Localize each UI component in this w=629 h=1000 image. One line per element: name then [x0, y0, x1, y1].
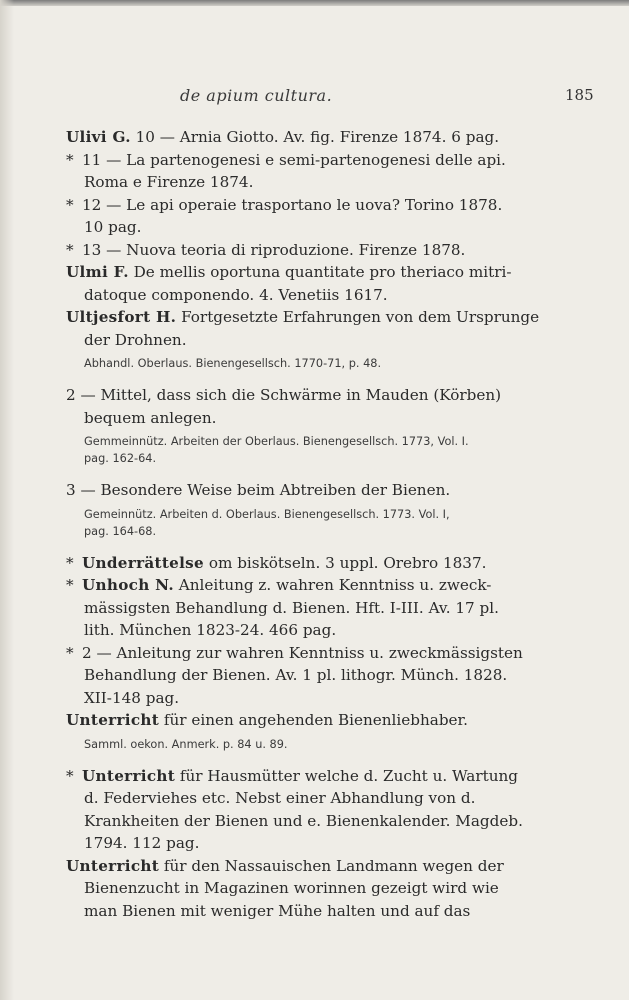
entry-source-note	[66, 355, 586, 372]
entry-text: De mellis oportuna quantitate pro theriaco mitri-	[128, 263, 512, 281]
entry-text: om biskötseln. 3 uppl. Orebro 1837.	[204, 553, 487, 572]
entry-line	[66, 574, 586, 597]
bibliography-entry	[66, 126, 586, 149]
entry-line	[66, 709, 586, 732]
entry-text: lith. München 1823-24. 466 pag.	[84, 621, 337, 639]
entry-text: datoque componendo. 4. Venetiis 1617.	[84, 285, 388, 304]
entry-line	[66, 855, 586, 878]
bibliography-entry	[66, 765, 586, 855]
entry-line	[66, 664, 586, 687]
entry-line	[66, 194, 586, 217]
running-title: de apium cultura.	[180, 86, 333, 105]
asterisk-mark: *	[66, 553, 74, 572]
asterisk-mark: *	[66, 240, 74, 259]
entry-line	[66, 261, 586, 284]
entry-line	[66, 687, 586, 710]
entry-text: mässigsten Behandlung d. Bienen. Hft. I-III. Av. 17 pl.	[84, 598, 499, 617]
entry-heading: Unterricht	[66, 711, 160, 729]
bibliography-entry	[66, 239, 586, 262]
asterisk-mark: *	[66, 766, 74, 785]
entry-line	[66, 552, 586, 575]
bibliography-entry	[66, 194, 586, 239]
asterisk-mark: *	[66, 643, 74, 662]
entry-line	[66, 810, 586, 833]
entry-line	[66, 877, 586, 900]
entry-line	[66, 407, 586, 430]
bibliography-entry	[66, 552, 586, 575]
bibliography-entry	[66, 306, 586, 351]
entry-heading: Ultjesfort H.	[66, 308, 177, 326]
entry-line	[66, 384, 586, 407]
entry-text: man Bienen mit weniger Mühe halten und auf das	[84, 901, 471, 920]
entry-line	[66, 765, 586, 788]
entry-text: 3 — Besondere Weise beim Abtreiben der Bienen.	[66, 481, 451, 499]
entry-text: XII-148 pag.	[84, 688, 180, 707]
entry-line	[66, 479, 586, 502]
entry-text: Behandlung der Bienen. Av. 1 pl. lithogr. Münch. 1828.	[84, 666, 508, 684]
source-line: pag. 164-68.	[84, 524, 157, 538]
entry-heading: Unterricht	[66, 856, 160, 875]
page-top-edge	[0, 0, 629, 6]
entry-text: Roma e Firenze 1874.	[84, 173, 254, 191]
entry-line	[66, 642, 586, 665]
bibliography-entry	[66, 574, 586, 642]
entry-line	[66, 832, 586, 855]
entry-text: 12 — Le api operaie trasportano le uova? Torino 1878.	[82, 195, 503, 214]
page-gutter-shadow	[0, 0, 14, 1000]
entry-heading: Unhoch N.	[82, 576, 174, 594]
entry-line	[66, 329, 586, 352]
source-line: Gemmeinnütz. Arbeiten der Oberlaus. Bienengesellsch. 1773, Vol. I.	[84, 435, 469, 448]
entry-line	[66, 284, 586, 307]
bibliography-entry	[66, 149, 586, 194]
entry-line	[66, 597, 586, 620]
source-line: Samml. oekon. Anmerk. p. 84 u. 89.	[84, 737, 288, 751]
entry-source-note	[66, 433, 586, 467]
entry-text: Fortgesetzte Erfahrungen von dem Ursprunge	[176, 308, 540, 326]
entry-line	[66, 239, 586, 262]
asterisk-mark: *	[66, 576, 74, 594]
bibliography-entry	[66, 855, 586, 923]
asterisk-mark: *	[66, 150, 74, 169]
source-line: Gemeinnütz. Arbeiten d. Oberlaus. Bienengesellsch. 1773. Vol. I,	[84, 507, 450, 521]
entry-text: 2 — Anleitung zur wahren Kenntniss u. zweckmässigsten	[82, 643, 523, 662]
entry-text: 1794. 112 pag.	[84, 834, 200, 852]
entry-source-note	[66, 736, 586, 753]
entry-line	[66, 787, 586, 810]
entry-line	[66, 149, 586, 172]
entry-line	[66, 619, 586, 642]
entry-heading: Ulmi F.	[66, 263, 129, 281]
bibliography-entry	[66, 384, 586, 429]
entry-text: für einen angehenden Bienenliebhaber.	[159, 711, 468, 729]
entry-line	[66, 126, 586, 149]
entry-text: Bienenzucht in Magazinen worinnen gezeigt wird wie	[84, 879, 499, 897]
entry-line	[66, 306, 586, 329]
entry-text: 10 — Arnia Giotto. Av. fig. Firenze 1874. 6 pag.	[130, 128, 500, 146]
entry-heading: Unterricht	[82, 766, 176, 785]
bibliography-entry	[66, 479, 586, 502]
entry-text: 13 — Nuova teoria di riproduzione. Firenze 1878.	[82, 240, 466, 259]
bibliography-entry	[66, 261, 586, 306]
entry-text: d. Federviehes etc. Nebst einer Abhandlung von d.	[84, 789, 476, 807]
entry-text: bequem anlegen.	[84, 408, 217, 427]
source-line: Abhandl. Oberlaus. Bienengesellsch. 1770-71, p. 48.	[84, 357, 382, 370]
page-number: 185	[565, 86, 594, 104]
entry-text: 10 pag.	[84, 218, 142, 236]
source-line: pag. 162-64.	[84, 452, 157, 465]
entry-line	[66, 171, 586, 194]
entry-text: Krankheiten der Bienen und e. Bienenkalender. Magdeb.	[84, 811, 523, 830]
entry-heading: Ulivi G.	[66, 128, 131, 146]
entry-text: 11 — La partenogenesi e semi-partenogenesi delle api.	[82, 150, 506, 169]
entry-line	[66, 216, 586, 239]
entry-line	[66, 900, 586, 923]
entry-text: für den Nassauischen Landmann wegen der	[159, 856, 504, 875]
bibliography-list	[66, 126, 586, 922]
bibliography-entry	[66, 642, 586, 710]
entry-source-note	[66, 506, 586, 540]
asterisk-mark: *	[66, 195, 74, 214]
bibliography-entry	[66, 709, 586, 732]
entry-text: der Drohnen.	[84, 330, 187, 349]
entry-text: Anleitung z. wahren Kenntniss u. zweck-	[173, 576, 492, 594]
entry-text: für Hausmütter welche d. Zucht u. Wartung	[175, 766, 519, 785]
page-header	[0, 86, 629, 110]
entry-heading: Underrättelse	[82, 553, 204, 572]
entry-text: 2 — Mittel, dass sich die Schwärme in Mauden (Körben)	[66, 386, 502, 404]
